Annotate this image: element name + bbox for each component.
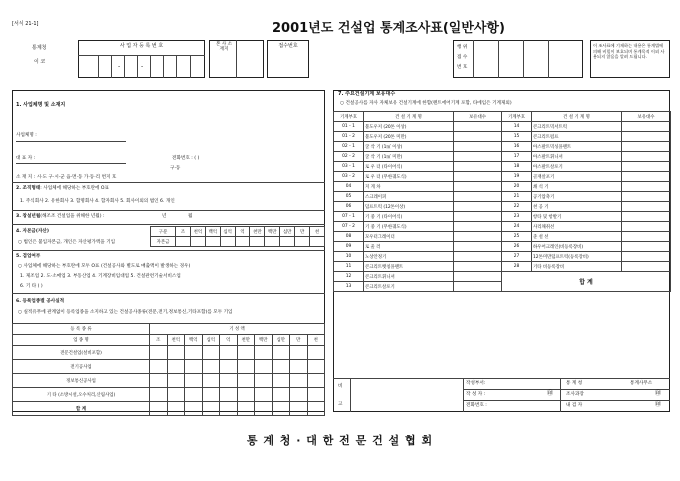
- equip-name: 12톤미만덤프트럭(등록장비): [532, 252, 622, 262]
- equip-name: 준 설 선: [532, 232, 622, 242]
- equip-name: 기타 비등록장비: [532, 262, 622, 272]
- equip-code: 02 - 1: [334, 142, 364, 152]
- perf-table: 등 록 종 류 기 성 액 업 종 명 조 천억 백억 십억 억 천만 백만 십만 만 천 전문건설업(설비포함) 전기공사업 정보통신공사업 기 타 (소방시설,오수처리,산림사업) 합 계: [12, 323, 325, 416]
- equip-name: 아스팔트휘니셔: [532, 152, 622, 162]
- equip-name: 콘크리트살포기: [364, 282, 454, 292]
- sec5-options: 1. 제조업 2. 도·소매업 3. 부동산업 4. 기계장비임대업 5. 건설관련기술서비스업: [20, 274, 181, 279]
- perf-row: 기 타 (소방시설,오수처리,산림사업): [13, 388, 150, 402]
- equip-count-input[interactable]: [454, 272, 502, 282]
- equip-count-input[interactable]: [454, 222, 502, 232]
- equip-name: 아스팔트믹싱플랜트: [532, 142, 622, 152]
- equip-name: 스크레이퍼: [364, 192, 454, 202]
- capital-row-label: 자본금: [151, 237, 176, 247]
- investigator-seal: ㊞: [655, 390, 662, 397]
- equip-count-input[interactable]: [622, 172, 671, 182]
- equip-code: 20: [502, 182, 532, 192]
- perf-row: 전기공사업: [13, 360, 150, 374]
- equip-code: 19: [502, 172, 532, 182]
- sec3-desc: (해조조 건설업을 위해한 년월) :: [40, 214, 105, 219]
- writer-dept-label: 작성부서:: [466, 381, 486, 386]
- equip-count-hdr: 보유대수: [454, 112, 502, 122]
- sec6-desc: ○ 실적유무에 관계없이 등록업종을 소지하고 있는 건설공사종류(전문,전기,정보통신,기타포함)를 모두 기입: [18, 310, 233, 315]
- tel-label: 전화번호 : ( ): [172, 156, 200, 161]
- equip-code: 05: [334, 192, 364, 202]
- equip-code: 24: [502, 222, 532, 232]
- equipment-table: [333, 111, 671, 292]
- equip-name: 굴 삭 기 (1㎥ 미만): [364, 152, 454, 162]
- equip-code: 12: [334, 272, 364, 282]
- equip-code: 07 - 2: [334, 222, 364, 232]
- equip-name: 모우터그레이더: [364, 232, 454, 242]
- equip-count-input[interactable]: [622, 162, 671, 172]
- equip-code: 10: [334, 252, 364, 262]
- form-title: 2001년도 건설업 통계조사표(일반사항): [272, 21, 505, 36]
- sec5-other: 6. 기 타 ( ): [20, 284, 43, 289]
- biz-reg-label: 사 업 자 등 록 번 호: [119, 43, 164, 49]
- sec4-desc: ○ 법인은 불입자본금, 개인은 자산평가액을 기입: [18, 240, 116, 245]
- equip-count-input[interactable]: [454, 252, 502, 262]
- equip-code: 09: [334, 242, 364, 252]
- sec2-desc: : 사업체에 해당하는 부호란에 O표: [40, 186, 109, 191]
- inspector-label: 내 검 자: [566, 403, 583, 408]
- equip-code: 08: [334, 232, 364, 242]
- equip-count-input[interactable]: [454, 242, 502, 252]
- hq-label: 본 사 소재지: [215, 42, 233, 53]
- equip-code: 03 - 2: [334, 172, 364, 182]
- equip-code: 27: [502, 252, 532, 262]
- equip-count-input[interactable]: [622, 152, 671, 162]
- sec2-title: 2. 조직형태: [16, 186, 41, 191]
- row-label-3: 번 호: [457, 65, 468, 70]
- equip-code: 01 - 1: [334, 122, 364, 132]
- equip-count-input[interactable]: [622, 232, 671, 242]
- equip-name: 로 우 더 (타이어식): [364, 162, 454, 172]
- month-label: 월: [188, 214, 193, 219]
- equip-count-input[interactable]: [454, 282, 502, 292]
- equip-code: 02 - 2: [334, 152, 364, 162]
- equip-count-input[interactable]: [622, 132, 671, 142]
- inspector-seal: ㊞: [655, 401, 662, 408]
- perf-total-row: 합 계: [13, 402, 150, 416]
- equip-count-hdr-right: 보유대수: [622, 112, 671, 122]
- equip-name: 천 공 기: [532, 202, 622, 212]
- equip-count-input[interactable]: [622, 262, 671, 272]
- equip-name: 골재살포기: [532, 172, 622, 182]
- equip-name: 콘크리트휘니셔: [364, 272, 454, 282]
- sec3-title: 3. 창설년월: [16, 214, 41, 219]
- confidential-notice: 이 조사표에 기재하는 내용은 통계법에 의해 비밀이 보호되며 통계목적 이외 사용되지 않음을 알려 드립니다.: [593, 43, 665, 60]
- equip-name: 기 중 기 (무한궤도식): [364, 222, 454, 232]
- equip-count-input[interactable]: [622, 222, 671, 232]
- sec5-title: 5. 겸업여부: [16, 254, 41, 259]
- stats-office-label: 통계청: [32, 45, 47, 51]
- equip-count-input[interactable]: [622, 202, 671, 212]
- stat-office-label-2: 통계사무소: [630, 381, 653, 386]
- equip-name: 항타 및 항발기: [532, 212, 622, 222]
- equip-name: 하우어크레인(비등록장비): [532, 242, 622, 252]
- year-label: 년: [162, 214, 167, 219]
- equip-code: 21: [502, 192, 532, 202]
- investigator-label: 조사과장: [566, 392, 584, 397]
- equip-name-hdr-right: 건 설 기 계 명: [532, 112, 622, 122]
- equip-count-input[interactable]: [454, 182, 502, 192]
- sec5-desc: ○ 사업체에 해당하는 부호란에 모두 O표 (건설공사와 별도로 매출액이 발생하는 경우): [18, 264, 191, 269]
- equip-count-input[interactable]: [454, 132, 502, 142]
- equip-code: 13: [334, 282, 364, 292]
- equip-code: 06: [334, 202, 364, 212]
- row-label-1: 행 위: [457, 45, 468, 50]
- biz-name-label: 사업체명 :: [16, 133, 37, 138]
- equip-count-input[interactable]: [454, 192, 502, 202]
- equip-code: 18: [502, 162, 532, 172]
- equip-code: 14: [502, 122, 532, 132]
- equip-code-hdr: 기계부호: [334, 112, 364, 122]
- equip-count-input[interactable]: [454, 162, 502, 172]
- equip-name: 로 우 더 (무한궤도식): [364, 172, 454, 182]
- sec2-line: [16, 186, 109, 191]
- receipt-label: 접수번호: [278, 43, 298, 49]
- equip-name: 콘크리트펌프: [532, 132, 622, 142]
- equip-name: 노상안정기: [364, 252, 454, 262]
- equip-count-input[interactable]: [454, 172, 502, 182]
- equip-code: 11: [334, 262, 364, 272]
- equip-count-input[interactable]: [622, 252, 671, 262]
- rep-label: 대 표 자 :: [16, 156, 36, 161]
- gu-dong-label: 구·동: [170, 166, 181, 171]
- form-code: [서식 21-1]: [12, 21, 39, 27]
- equip-code: 07 - 1: [334, 212, 364, 222]
- equip-count-input[interactable]: [622, 242, 671, 252]
- phone-label: 전화번호 :: [466, 403, 487, 408]
- equip-count-input[interactable]: [622, 192, 671, 202]
- equip-name: 굴 삭 기 (1㎥ 이상): [364, 142, 454, 152]
- equip-code: 01 - 2: [334, 132, 364, 142]
- perf-row: 전문건설업(설비포함): [13, 346, 150, 360]
- writer-label: 작 성 자 :: [466, 392, 486, 397]
- equip-count-input[interactable]: [454, 152, 502, 162]
- equip-code: 03 - 1: [334, 162, 364, 172]
- perf-type-hdr: 등 록 종 류: [13, 324, 150, 335]
- equip-name: 쇄 석 기: [532, 182, 622, 192]
- note-label-1: 비: [338, 384, 343, 389]
- code-label: 이 코: [34, 59, 46, 65]
- sec6-title: 6. 등록업종별 공사실적: [16, 299, 65, 304]
- equip-count-input[interactable]: [622, 212, 671, 222]
- sec7-desc: ○ 건설공사를 자사 자체보유 건설기계에 한함(렌트에어기계 포함, 타에임은 기계제외): [340, 101, 512, 106]
- perf-row: 정보통신공사업: [13, 374, 150, 388]
- equip-count-input[interactable]: [622, 122, 671, 132]
- equip-count-input[interactable]: [622, 142, 671, 152]
- sec7-title: 7. 주요건설기계 보유대수: [338, 91, 396, 97]
- equip-code: 28: [502, 262, 532, 272]
- equip-count-input[interactable]: [454, 142, 502, 152]
- note-label-2: 고: [338, 402, 343, 407]
- equip-name: 사리채취선: [532, 222, 622, 232]
- equip-count-input[interactable]: [454, 202, 502, 212]
- perf-amount-hdr: 기 성 액: [150, 324, 325, 335]
- equip-name: 아스팔트살포기: [532, 162, 622, 172]
- equip-name: 불도우저 (20톤 이상): [364, 122, 454, 132]
- sec3-line: [16, 214, 105, 219]
- equip-count-input[interactable]: [454, 232, 502, 242]
- equip-total-label: 합 계: [502, 272, 671, 292]
- equip-name: 덤프트럭 (12톤이상): [364, 202, 454, 212]
- equip-code: 17: [502, 152, 532, 162]
- equip-count-input[interactable]: [454, 122, 502, 132]
- equip-code: 15: [502, 132, 532, 142]
- equip-name: 콘크리트뱃칭플랜트: [364, 262, 454, 272]
- equip-code: 26: [502, 242, 532, 252]
- sec1-title: 1. 사업체명 및 소재지: [16, 102, 66, 108]
- equip-name: 공기압축기: [532, 192, 622, 202]
- equip-code-hdr-right: 기계부호: [502, 112, 532, 122]
- equip-code: 22: [502, 202, 532, 212]
- equip-count-input[interactable]: [622, 182, 671, 192]
- equip-code: 23: [502, 212, 532, 222]
- equip-count-input[interactable]: [454, 262, 502, 272]
- stat-office-label: 통 계 청: [566, 381, 583, 386]
- equip-code: 04: [334, 182, 364, 192]
- equip-name-hdr: 건 설 기 계 명: [364, 112, 454, 122]
- equip-name: 불도우저 (20톤 미만): [364, 132, 454, 142]
- equip-name: 지 게 차: [364, 182, 454, 192]
- org-options: 1. 주식회사 2. 유한회사 3. 합명회사 4. 합자회사 5. 회사이외의 법인 6. 개인: [20, 199, 175, 204]
- capital-div-label: 구분: [151, 227, 176, 237]
- address-label: 소 재 지 : 시·도 구·시·군 읍·면·동 가·동·리 번지 호: [16, 175, 117, 180]
- equip-code: 16: [502, 142, 532, 152]
- row-label-2: 접 수: [457, 55, 468, 60]
- writer-seal: ㊞: [547, 390, 554, 397]
- equip-code: 25: [502, 232, 532, 242]
- equip-name: 콘크리트믹서트럭: [532, 122, 622, 132]
- issuer-footer: 통 계 청 · 대 한 전 문 건 설 협 회: [246, 434, 434, 447]
- sec4-title: 4. 자본금(자산): [16, 229, 49, 234]
- equip-count-input[interactable]: [454, 212, 502, 222]
- capital-table: 구분 조 천억 백억 십억 억 천만 백만 십만 만 천 자본금: [150, 226, 325, 247]
- equip-name: 로 울 러: [364, 242, 454, 252]
- perf-name-hdr: 업 종 명: [13, 335, 150, 346]
- equip-name: 기 중 기 (타이어식): [364, 212, 454, 222]
